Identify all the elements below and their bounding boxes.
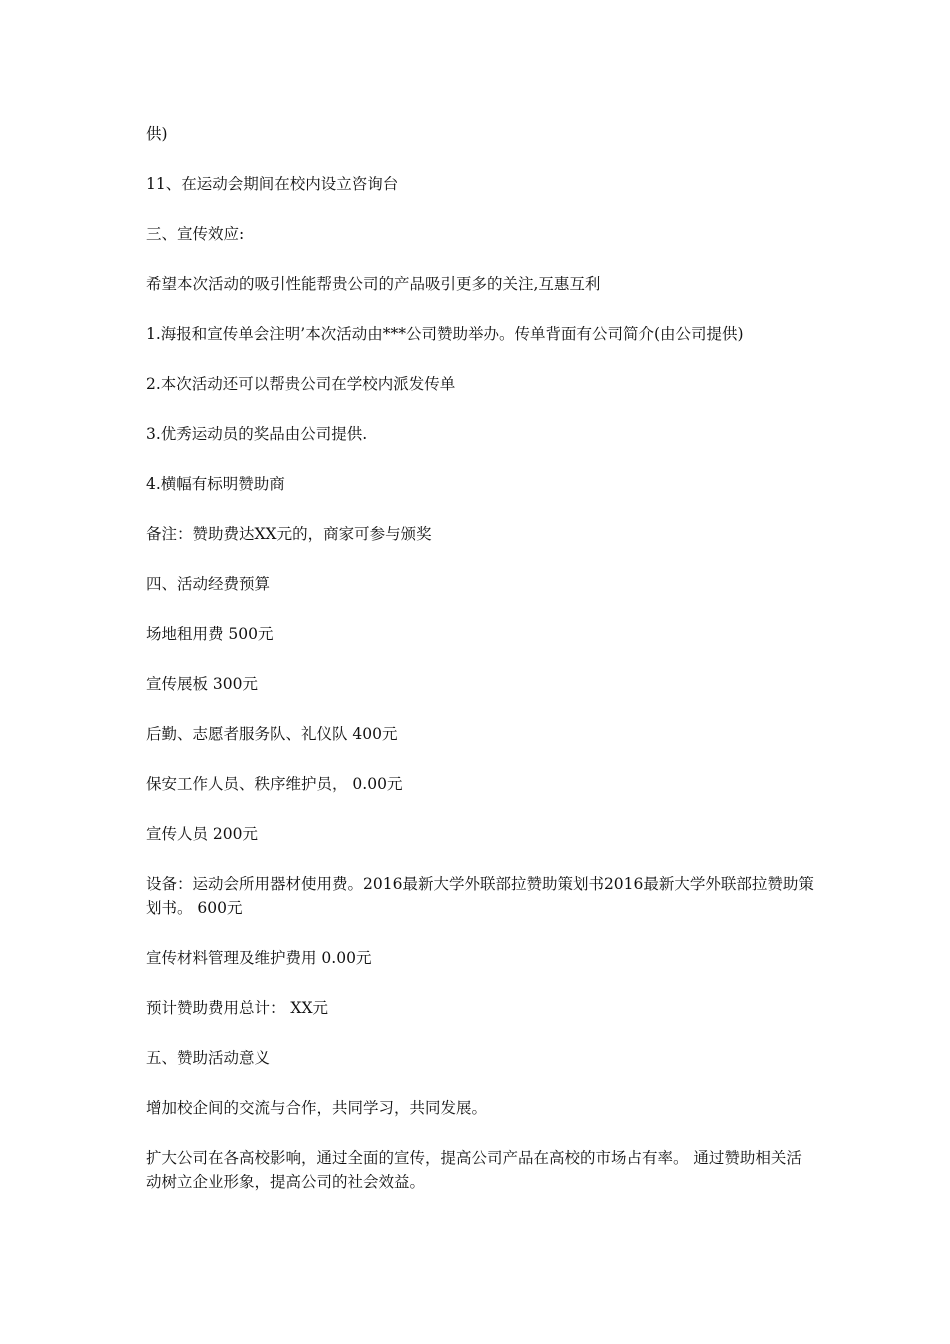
- document-page: [146, 122, 814, 1220]
- budget-item-logistics: 后勤、志愿者服务队、礼仪队 400元: [146, 725, 398, 743]
- paragraph-publicity-intro: 希望本次活动的吸引性能帮贵公司的产品吸引更多的关注,互惠互利: [146, 275, 601, 293]
- paragraph-remark: 备注：赞助费达XX元的，商家可参与颁奖: [146, 525, 432, 543]
- paragraph-publicity-3: 3.优秀运动员的奖品由公司提供.: [146, 425, 368, 443]
- budget-item-publicity-staff: 宣传人员 200元: [146, 825, 259, 843]
- budget-item-security: 保安工作人员、秩序维护员， 0.00元: [146, 775, 403, 793]
- paragraph-publicity-4: 4.横幅有标明赞助商: [146, 475, 285, 493]
- paragraph-publicity-1: 1.海报和宣传单会注明’本次活动由***公司赞助举办。传单背面有公司简介(由公司提供): [146, 325, 744, 343]
- budget-item-display-board: 宣传展板 300元: [146, 675, 259, 693]
- paragraph-publicity-2: 2.本次活动还可以帮贵公司在学校内派发传单: [146, 375, 456, 393]
- budget-item-equipment: 设备：运动会所用器材使用费。2016最新大学外联部拉赞助策划书2016最新大学外联部拉赞助策划书。 600元: [146, 875, 814, 917]
- budget-item-materials: 宣传材料管理及维护费用 0.00元: [146, 949, 372, 967]
- paragraph-significance-1: 增加校企间的交流与合作，共同学习，共同发展。: [146, 1099, 488, 1117]
- budget-item-venue: 场地租用费 500元: [146, 625, 274, 643]
- paragraph-continuation: 供): [146, 125, 168, 143]
- budget-total: 预计赞助费用总计： XX元: [146, 999, 328, 1017]
- section-heading-publicity: 三、宣传效应:: [146, 225, 245, 243]
- section-heading-budget: 四、活动经费预算: [146, 575, 271, 593]
- paragraph-significance-2: 扩大公司在各高校影响，通过全面的宣传，提高公司产品在高校的市场占有率。 通过赞助相关活动树立企业形象，提高公司的社会效益。: [146, 1149, 802, 1191]
- section-heading-significance: 五、赞助活动意义: [146, 1049, 271, 1067]
- paragraph-item-11: 11、在运动会期间在校内设立咨询台: [146, 175, 399, 193]
